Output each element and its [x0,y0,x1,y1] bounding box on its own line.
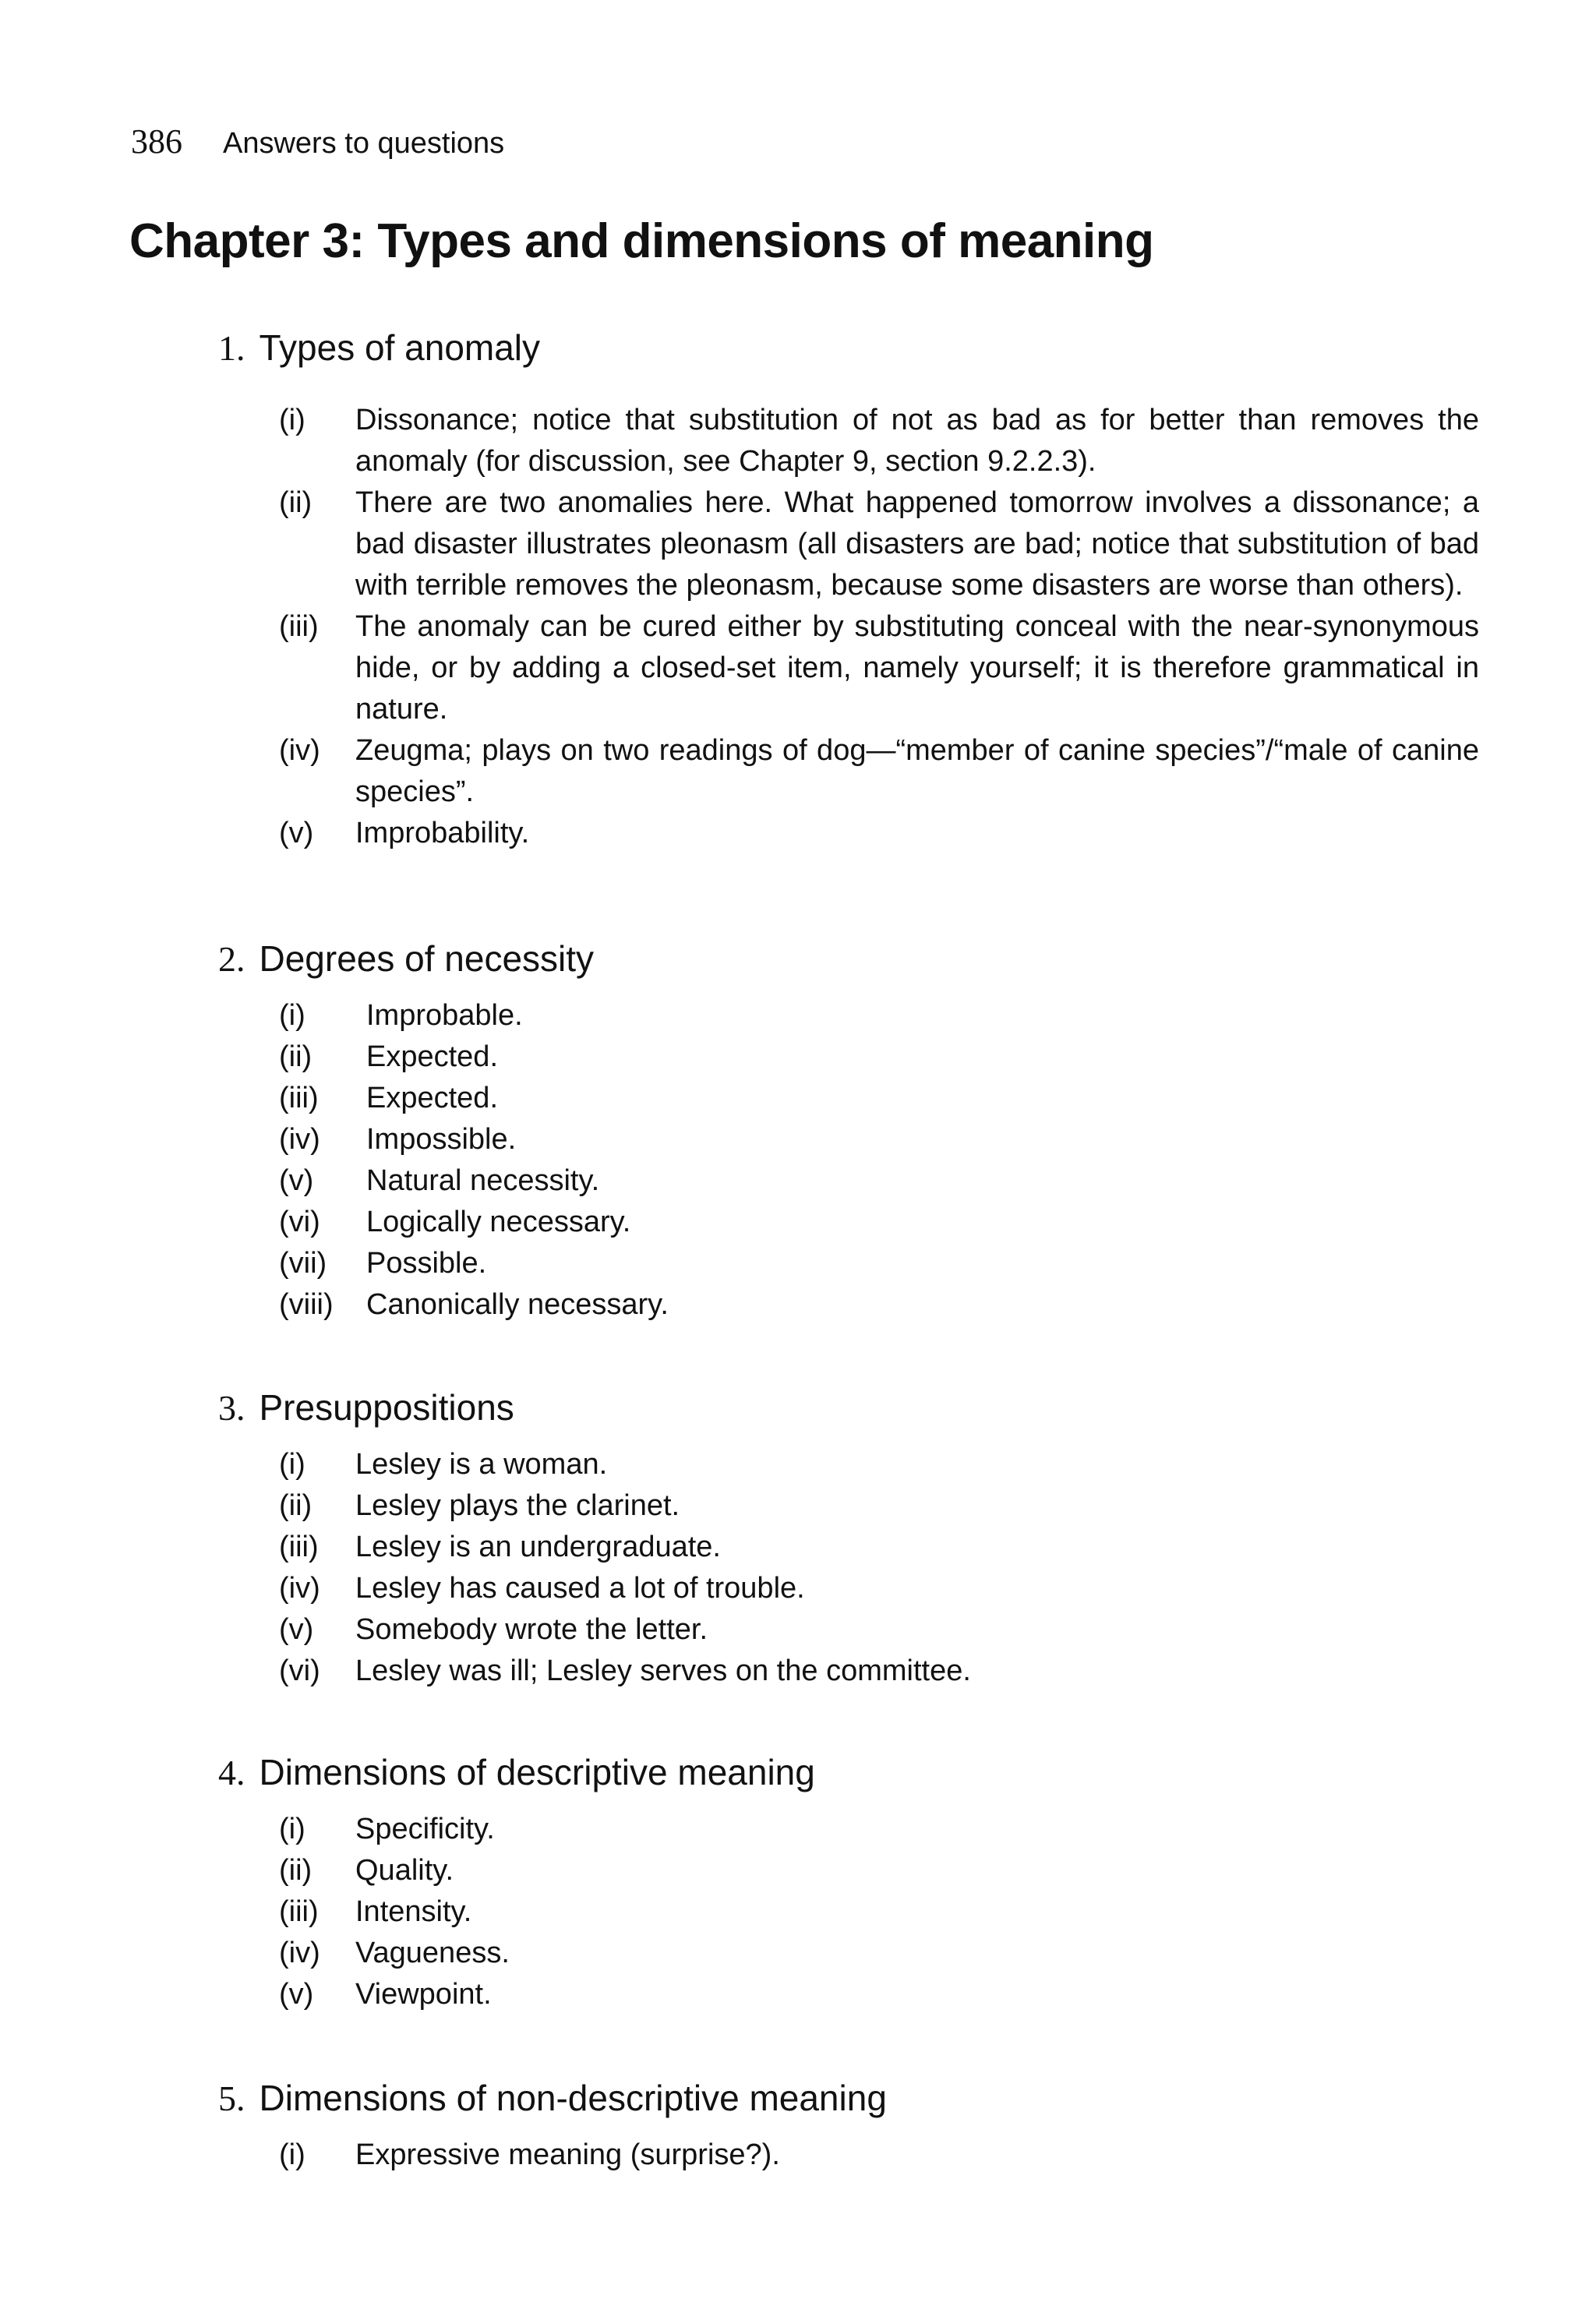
answer-item [248,1651,1479,1692]
item-text: Somebody wrote the letter. [355,1613,708,1646]
answer-item [248,1485,1479,1527]
item-text: There are two anomalies here. What happened tomorrow involves a dissonance; a bad disaster illustrates pleonasm (all disasters are bad; notice that substitution of bad with terrible removes the pleonasm, because some disasters are worse than others). [355,486,1479,602]
item-label: (vii) [279,1247,327,1280]
item-text: Lesley was ill; Lesley serves on the committee. [355,1655,971,1687]
section-number: 3. [218,1388,245,1428]
section-number: 4. [218,1753,245,1792]
item-text: Canonically necessary. [366,1288,669,1321]
section-types-of-anomaly [218,326,1479,854]
section-title: Dimensions of non-descriptive meaning [259,2078,887,2118]
item-label: (iii) [279,1531,319,1563]
item-text: Improbable. [366,999,523,1032]
running-head [131,123,504,162]
item-label: (i) [279,2138,305,2171]
section-dimensions-of-descriptive-meaning [218,1750,1479,2015]
answer-item [248,2135,1479,2176]
item-text: Expressive meaning (surprise?). [355,2138,780,2171]
section-number: 5. [218,2078,245,2118]
item-label: (iv) [279,1572,320,1605]
section-number: 1. [218,328,245,368]
answer-list [248,400,1479,854]
section-dimensions-of-non-descriptive-meaning [218,2076,1479,2176]
answer-item [248,1974,1479,2015]
item-label: (viii) [279,1288,334,1321]
answer-item [248,1036,1479,1078]
item-label: (iv) [279,1937,320,1969]
item-label: (ii) [279,486,312,519]
answer-list [248,995,1479,1326]
section-heading [218,1750,1479,1795]
answer-item [248,1444,1479,1485]
section-degrees-of-necessity [218,937,1479,1326]
answer-item [248,400,1479,482]
item-label: (vi) [279,1655,320,1687]
section-heading [218,2076,1479,2121]
section-presuppositions [218,1386,1479,1692]
item-text: Viewpoint. [355,1978,492,2011]
item-label: (iii) [279,1082,319,1114]
item-label: (v) [279,1164,314,1197]
section-title: Presuppositions [259,1387,514,1428]
item-label: (iv) [279,734,320,767]
section-heading [218,937,1479,981]
item-label: (ii) [279,1489,312,1522]
answer-item [248,1527,1479,1568]
answer-item [248,1809,1479,1850]
item-text: Impossible. [366,1123,517,1156]
item-label: (iv) [279,1123,320,1156]
section-title: Dimensions of descriptive meaning [259,1752,815,1792]
section-number: 2. [218,939,245,979]
item-text: The anomaly can be cured either by substituting conceal with the near-synonymous hide, or by adding a closed-set item, namely yourself; it is therefore grammatical in nature. [355,610,1479,726]
item-text: Possible. [366,1247,487,1280]
answer-item [248,1891,1479,1933]
item-label: (ii) [279,1854,312,1887]
answer-item [248,1933,1479,1974]
answer-item [248,1568,1479,1609]
item-text: Quality. [355,1854,454,1887]
item-label: (iii) [279,1895,319,1928]
answer-item [248,1284,1479,1326]
item-label: (i) [279,999,305,1032]
item-text: Logically necessary. [366,1206,631,1238]
item-text: Lesley is an undergraduate. [355,1531,721,1563]
page-number: 386 [131,122,182,161]
item-label: (vi) [279,1206,320,1238]
item-text: Expected. [366,1040,498,1073]
answer-item [248,995,1479,1036]
item-label: (v) [279,817,314,849]
item-text: Improbability. [355,817,530,849]
section-heading [218,1386,1479,1430]
answer-item [248,1243,1479,1284]
item-text: Expected. [366,1082,498,1114]
item-text: Lesley is a woman. [355,1448,608,1481]
item-text: Intensity. [355,1895,472,1928]
item-text: Zeugma; plays on two readings of dog—“member of canine species”/“male of canine species”. [355,734,1479,808]
item-text: Natural necessity. [366,1164,600,1197]
answer-list [248,1444,1479,1692]
item-label: (ii) [279,1040,312,1073]
item-text: Lesley has caused a lot of trouble. [355,1572,805,1605]
answer-item [248,482,1479,606]
answer-item [248,1119,1479,1160]
answer-list [248,1809,1479,2015]
answer-item [248,1078,1479,1119]
item-label: (i) [279,1813,305,1845]
answer-item [248,730,1479,813]
item-label: (iii) [279,610,319,643]
section-title: Degrees of necessity [259,938,595,979]
item-text: Dissonance; notice that substitution of not as bad as for better than removes the anomaly (for discussion, see Chapter 9, section 9.2.2.3). [355,404,1479,478]
item-label: (v) [279,1613,314,1646]
item-text: Vagueness. [355,1937,510,1969]
answer-item [248,813,1479,854]
item-label: (i) [279,404,305,436]
chapter-title: Chapter 3: Types and dimensions of meaning [129,214,1154,268]
item-label: (i) [279,1448,305,1481]
answer-item [248,1850,1479,1891]
answer-list [248,2135,1479,2176]
item-text: Lesley plays the clarinet. [355,1489,680,1522]
answer-item [248,1609,1479,1651]
section-title: Types of anomaly [259,327,541,368]
answer-item [248,1160,1479,1202]
answer-item [248,1202,1479,1243]
item-label: (v) [279,1978,314,2011]
running-head-title: Answers to questions [223,127,505,160]
section-heading [218,326,1479,370]
item-text: Specificity. [355,1813,495,1845]
answer-item [248,606,1479,730]
